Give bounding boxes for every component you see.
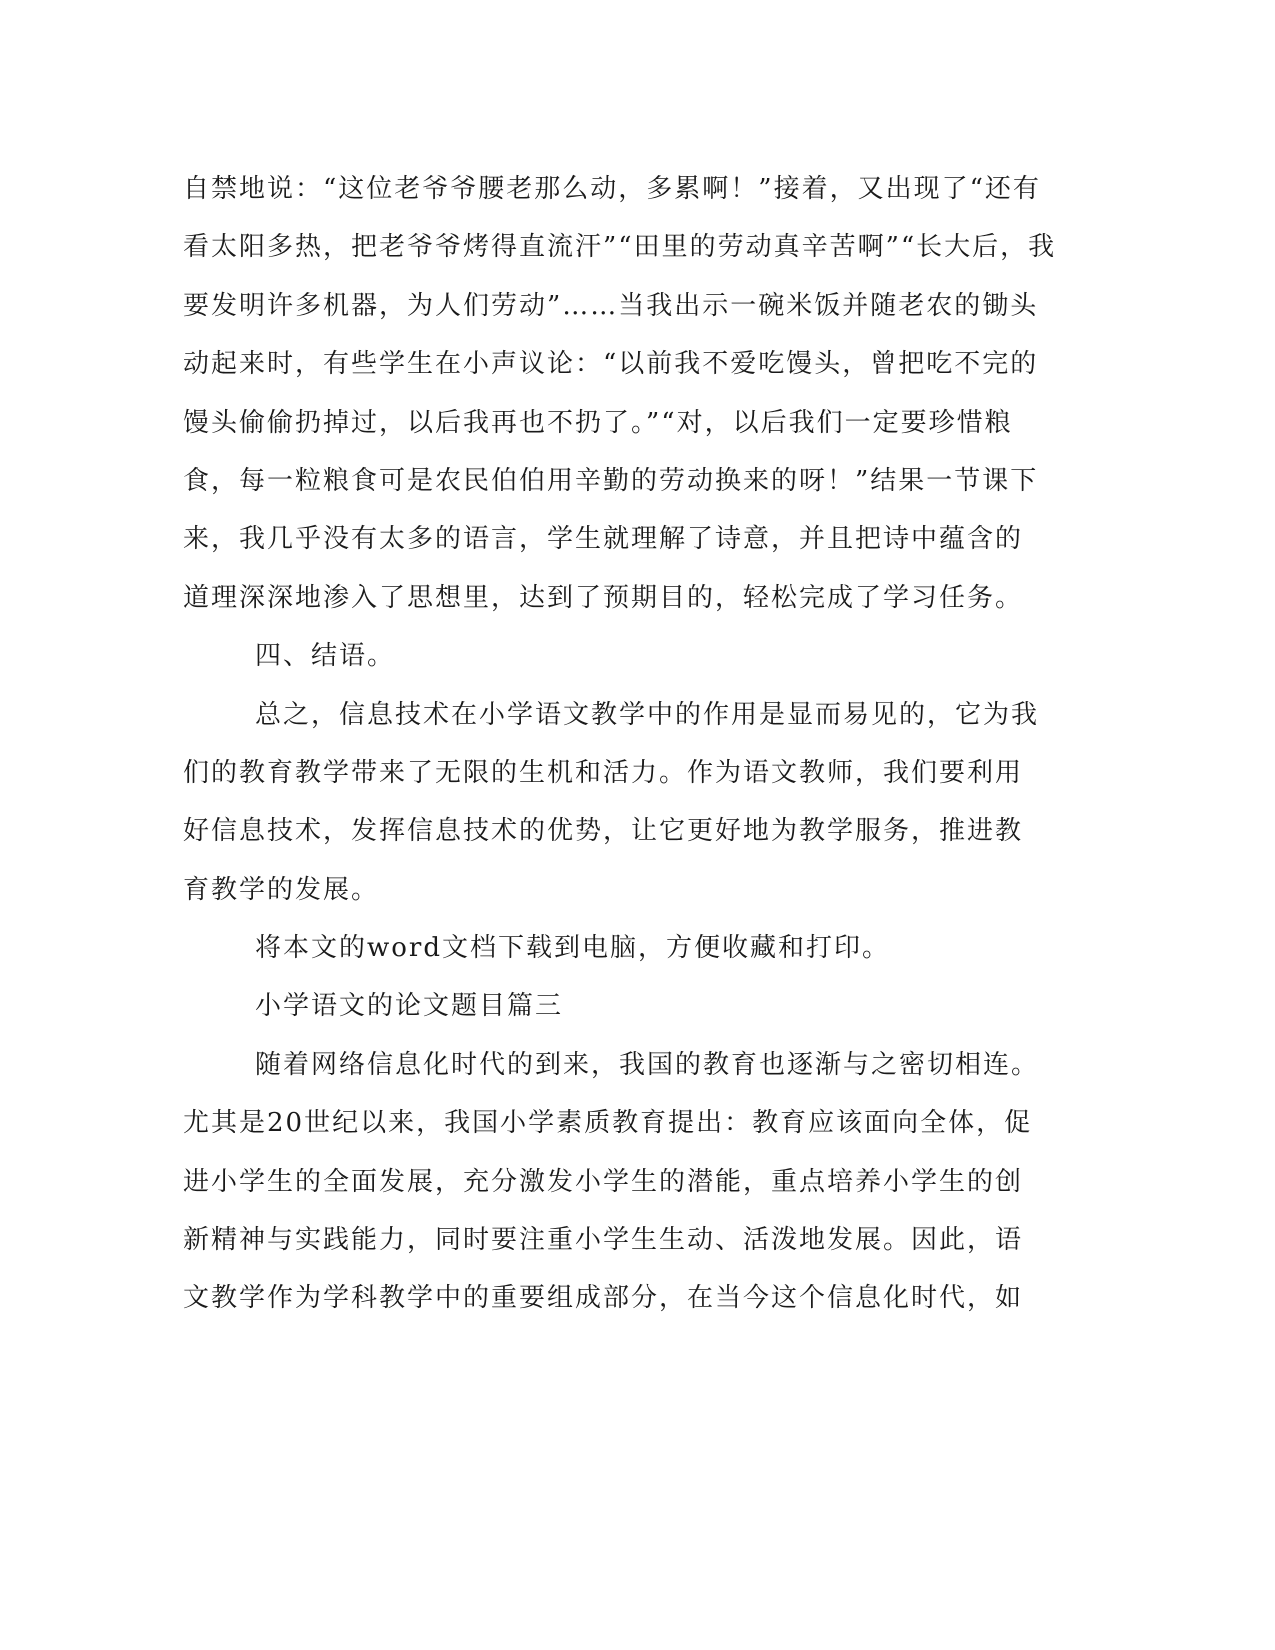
text-line: 好信息技术，发挥信息技术的优势，让它更好地为教学服务，推进教: [183, 816, 1024, 847]
text-line: 来，我几乎没有太多的语言，学生就理解了诗意，并且把诗中蕴含的: [183, 524, 1024, 555]
text-line: 总之，信息技术在小学语文教学中的作用是显而易见的，它为我: [255, 699, 1040, 730]
text-line: 自禁地说：“这位老爷爷腰老那么动，多累啊！”接着，又出现了“还有: [183, 174, 1041, 204]
section-heading: 四、结语。: [255, 641, 396, 672]
text-line: 要发明许多机器，为人们劳动”……当我出示一碗米饭并随老农的锄头: [183, 290, 1039, 321]
document-body: [183, 160, 1063, 1328]
text-line: 看太阳多热，把老爷爷烤得直流汗”“田里的劳动真辛苦啊”“长大后，我: [183, 232, 1057, 263]
article-title: 小学语文的论文题目篇三: [255, 991, 564, 1022]
text-line: 尤其是20世纪以来，我国小学素质教育提出：教育应该面向全体，促: [183, 1108, 1033, 1139]
text-line: 们的教育教学带来了无限的生机和活力。作为语文教师，我们要利用: [183, 757, 1024, 788]
text-line: 动起来时，有些学生在小声议论：“以前我不爱吃馒头，曾把吃不完的: [183, 349, 1039, 380]
text-line: 新精神与实践能力，同时要注重小学生生动、活泼地发展。因此，语: [183, 1225, 1024, 1256]
text-line: 道理深深地渗入了思想里，达到了预期目的，轻松完成了学习任务。: [183, 582, 1024, 613]
text-line: 文教学作为学科教学中的重要组成部分，在当今这个信息化时代，如: [183, 1283, 1024, 1314]
text-line: 馒头偷偷扔掉过，以后我再也不扔了。”“对，以后我们一定要珍惜粮: [183, 407, 1013, 438]
text-line: 食，每一粒粮食可是农民伯伯用辛勤的劳动换来的呀！”结果一节课下: [183, 465, 1039, 496]
text-line: 随着网络信息化时代的到来，我国的教育也逐渐与之密切相连。: [255, 1049, 1040, 1080]
download-note: 将本文的word文档下载到电脑，方便收藏和打印。: [255, 933, 890, 964]
text-line: 育教学的发展。: [183, 874, 380, 905]
text-line: 进小学生的全面发展，充分激发小学生的潜能，重点培养小学生的创: [183, 1166, 1024, 1197]
